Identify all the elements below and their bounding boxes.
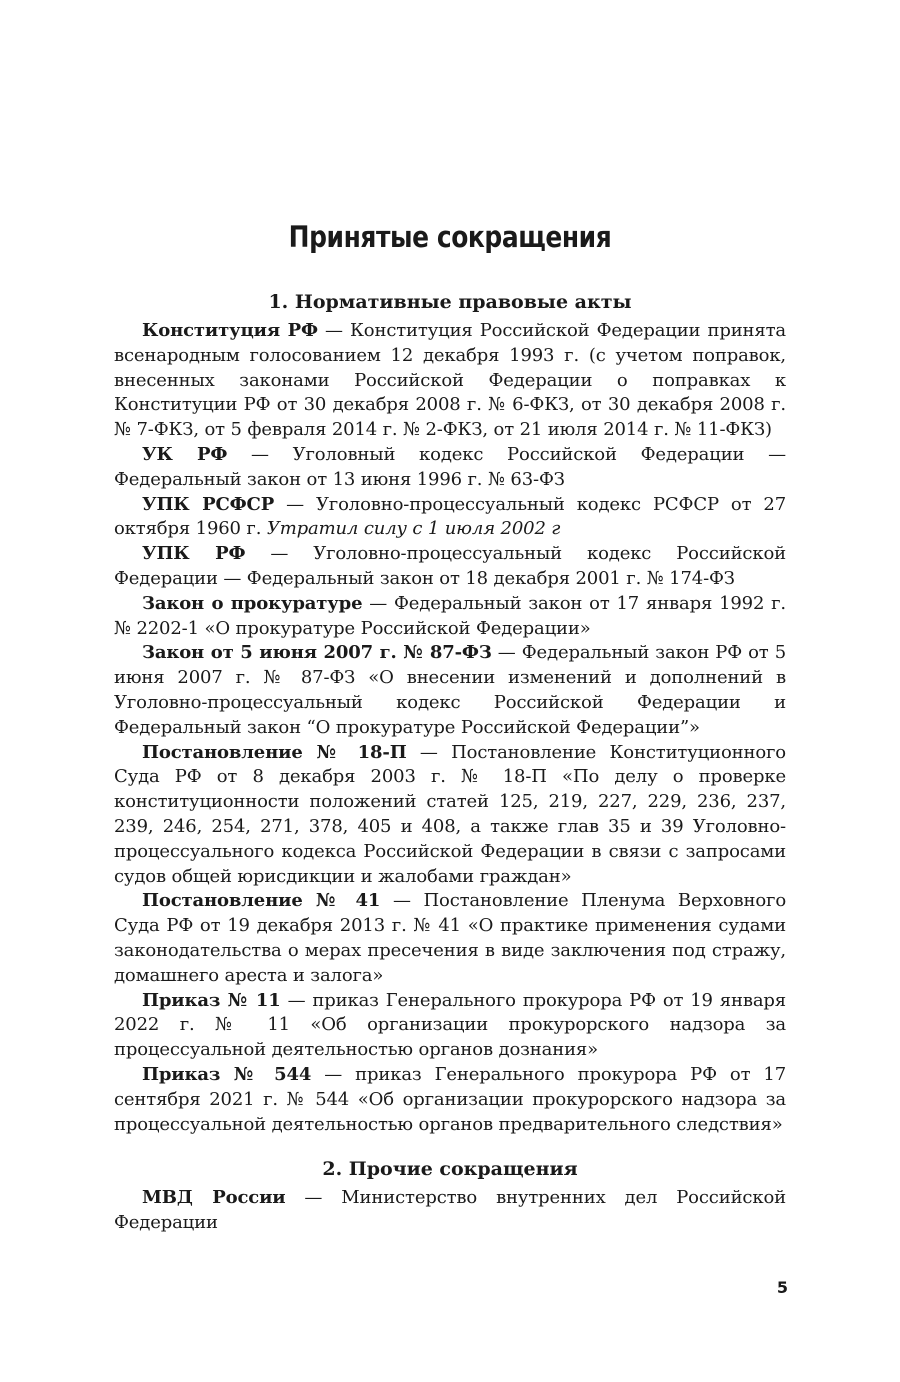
- entry-definition: — Постановление Пленума Верховного Суда РФ от 19 декабря 2013 г. № 41 «О практике применения судами законодательства о мерах пресечения в виде заключения под стражу, домашнего ареста и залога»: [114, 890, 787, 986]
- entry-definition: — Уголовный кодекс Российской Федерации — Федеральный закон от 13 июня 1996 г. № 63-ФЗ: [114, 443, 786, 490]
- entry-order-11: [114, 989, 786, 1063]
- page-title: Принятые сокращения: [288, 220, 612, 254]
- entry-term: Постановление № 18-П: [142, 741, 407, 763]
- entry-term: УПК РФ: [142, 543, 246, 565]
- page-number: 5: [776, 1278, 788, 1297]
- entry-order-544: [114, 1063, 786, 1137]
- entry-term: Приказ № 544: [142, 1063, 312, 1085]
- entry-term: Закон о прокуратуре: [142, 592, 363, 614]
- entry-prosecution-law: [114, 592, 786, 642]
- entry-definition: — приказ Генерального прокурора РФ от 19 января 2022 г. № 11 «Об организации прокурорского надзора за процессуальной деятельностью органов дознания»: [114, 989, 786, 1061]
- entry-uk: [114, 443, 786, 493]
- entry-definition: — Министерство внутренних дел Российской Федерации: [114, 1187, 786, 1234]
- entry-resolution-18p: [114, 741, 786, 890]
- entry-definition: — Конституция Российской Федерации принята всенародным голосованием 12 декабря 1993 г. (с учетом поправок, внесенных законами Российской Федерации о поправках к Конституции РФ от 30 декабря 2008 г. № 6-ФКЗ, от 30 декабря 2008 г. № 7-ФКЗ, от 5 февраля 2014 г. № 2-ФКЗ, от 21 июля 2014 г. № 11-ФКЗ): [114, 320, 786, 441]
- entry-term: УК РФ: [142, 443, 228, 465]
- entry-upk-rsfsr: [114, 493, 786, 543]
- entry-definition: — приказ Генерального прокурора РФ от 17 сентября 2021 г. № 544 «Об организации прокурорского надзора за процессуальной деятельностью органов предварительного следствия»: [114, 1063, 786, 1135]
- document-page: [114, 220, 786, 1236]
- entry-term: Постановление № 41: [142, 890, 381, 912]
- entry-mvd: [114, 1186, 786, 1236]
- entry-definition: — Федеральный закон РФ от 5 июня 2007 г. № 87-ФЗ «О внесении изменений и дополнений в Уголовно-процессуальный кодекс Российской Федерации и Федеральный закон “О прокуратуре Российской Федерации”»: [114, 642, 786, 738]
- entry-law-87fz: [114, 641, 786, 740]
- entry-term: Закон от 5 июня 2007 г. № 87-ФЗ: [142, 642, 492, 664]
- entry-definition: — Постановление Конституционного Суда РФ от 8 декабря 2003 г. № 18-П «По делу о проверке конституционности положений статей 125, 219, 227, 229, 236, 237, 239, 246, 254, 271, 378, 405 и 408, а также глав 35 и 39 Уголовно-процессуального кодекса Российской Федерации в связи с запросами судов общей юрисдикции и жалобами граждан»: [114, 741, 786, 887]
- entry-upk-rf: [114, 542, 786, 592]
- entry-constitution: [114, 319, 786, 443]
- entry-definition: — Уголовно-процессуальный кодекс Российской Федерации — Федеральный закон от 18 декабря 2001 г. № 174-ФЗ: [114, 543, 786, 589]
- section-heading: 1. Нормативные правовые акты: [268, 291, 632, 313]
- entry-definition: — Федеральный закон от 17 января 1992 г. № 2202-1 «О прокуратуре Российской Федерации»: [114, 592, 787, 639]
- entry-definition: — Уголовно-процессуальный кодекс РСФСР от 27 октября 1960 г.: [114, 493, 786, 540]
- entry-term: Конституция РФ: [142, 320, 318, 341]
- entry-term: Приказ № 11: [142, 989, 281, 1011]
- entry-term: МВД России: [142, 1187, 286, 1209]
- entry-term: УПК РСФСР: [142, 493, 275, 515]
- entry-resolution-41: [114, 889, 786, 988]
- section-heading: 2. Прочие сокращения: [322, 1158, 578, 1181]
- entry-note: Утратил силу с 1 июля 2002 г: [266, 518, 561, 540]
